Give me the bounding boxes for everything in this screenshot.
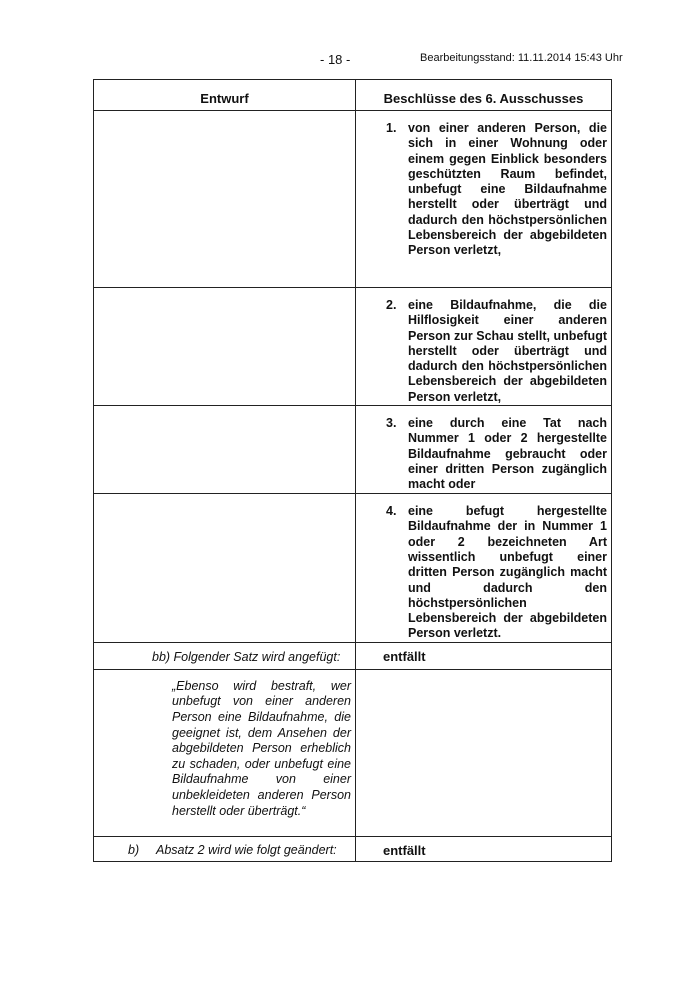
item-number: 1. [386,121,397,135]
item-text: eine befugt hergestellte Bildaufnahme der in Nummer 1 oder 2 bezeichneten Art wissentlich unbefugt einer dritten Person zugänglich macht und dadurch den höchstpersönlichen Lebensbereich der abgebildeten Person verletzt. [408,504,607,641]
empty-cell [94,288,356,406]
table-row [94,406,612,494]
quoted-sentence: „Ebenso wird bestraft, wer unbefugt von einer anderen Person eine Bildaufnahme, die geeignet ist, dem Ansehen der abgebildeten Person erheblich zu schaden, oder unbefugt eine Bildaufnahme von einer unbekleideten anderen Person herstellt oder überträgt.“ [172,678,351,818]
empty-cell [94,406,356,494]
page-number: - 18 - [320,52,351,67]
table-row [94,111,612,288]
bb-amendment-cell [94,642,356,669]
item-text: eine durch eine Tat nach Nummer 1 oder 2 hergestellte Bildaufnahme gebraucht oder einer dritten Person zugänglich macht oder [408,416,607,492]
item-text: eine Bildaufnahme, die die Hilflosigkeit einer anderen Person zur Schau stellt, unbefugt herstellt oder überträgt und dadurch den höchstpersönlichen Lebensbereich der abgebildeten Person verletzt, [408,298,607,404]
numbered-item [356,406,612,494]
bb-result-cell [356,642,612,669]
b-marker: b) [128,842,140,857]
column-header-draft: Entwurf [94,80,356,111]
item-number: 2. [386,298,397,312]
empty-cell [94,111,356,288]
quote-cell [94,669,356,836]
table-row [94,642,612,669]
item-text: von einer anderen Person, die sich in einer Wohnung oder einem gegen Einblick besonders geschützten Raum befindet, unbefugt eine Bildaufnahme herstellt oder überträgt und dadurch den höchstpersönlichen Lebensbereich der abgebildeten Person verletzt, [408,121,607,258]
column-header-committee: Beschlüsse des 6. Ausschusses [356,80,612,111]
item-number: 4. [386,504,397,519]
comparison-table [93,79,612,862]
empty-cell [356,669,612,836]
table-header-row [94,80,612,111]
edit-status: Bearbeitungsstand: 11.11.2014 15:43 Uhr [420,52,623,64]
b-amendment-cell [94,836,356,861]
numbered-item [356,288,612,406]
table-row [94,836,612,861]
empty-cell [94,494,356,643]
numbered-item [356,111,612,288]
b-amendment-label: Absatz 2 wird wie folgt geändert: [156,842,337,857]
table-row [94,669,612,836]
bb-result: entfällt [383,648,426,664]
b-result: entfällt [383,842,426,858]
b-result-cell [356,836,612,861]
item-number: 3. [386,416,397,431]
table-row [94,288,612,406]
table-row [94,494,612,643]
numbered-item [356,494,612,643]
bb-amendment-label: bb) Folgender Satz wird angefügt: [152,649,341,664]
